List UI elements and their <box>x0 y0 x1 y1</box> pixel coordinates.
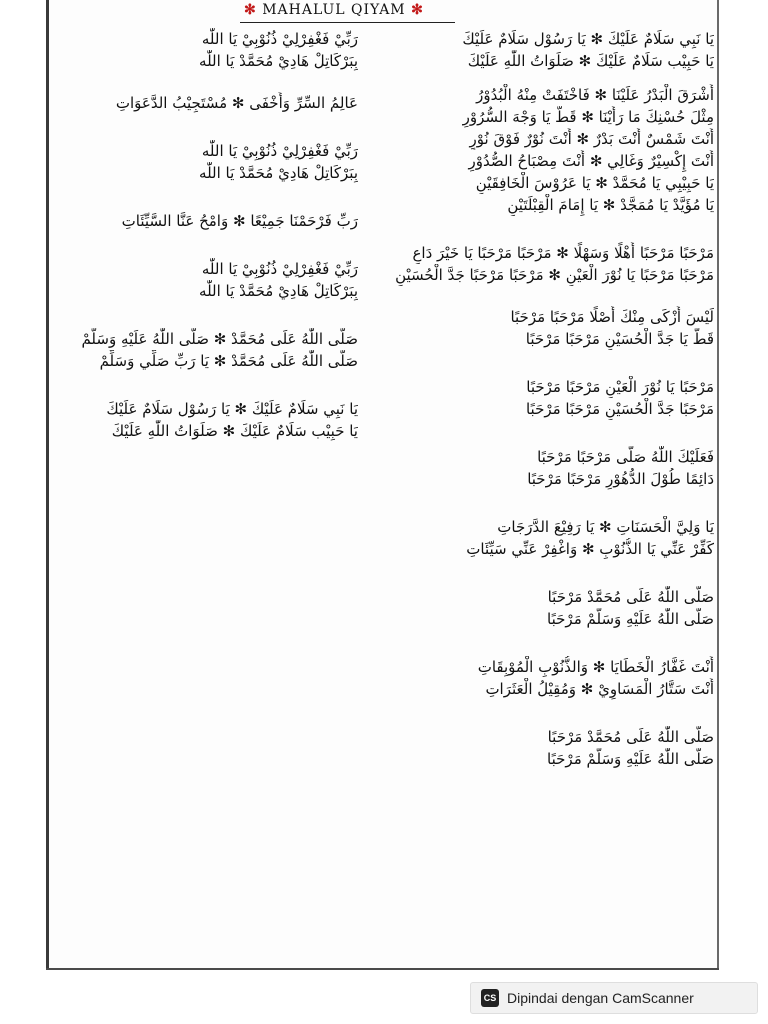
verse-line: كَفِّرْ عَنِّي يَا الذُّنُوْبِ ✻ وَاغْفِرْ عَنِّي سَيِّئَاتِ <box>466 540 714 558</box>
verse-line: أَنْتَ غَفَّارُ الْخَطَايَا ✻ وَالذُّنُوْبِ الْمُوْبِقَاتِ <box>477 658 714 676</box>
right-verse-5 <box>362 376 714 420</box>
right-verse-4 <box>362 306 714 350</box>
page-right-edge <box>717 0 719 970</box>
verse-line: رَبِّيْ فَغْفِرْلِيْ ذُنُوْبِيْ يَا اللّٰه <box>201 260 358 278</box>
verse-line: يَا حَبِيْب سَلَامٌ عَلَيْكَ ✻ صَلَوَاتُ اللّٰهِ عَلَيْكَ <box>111 422 358 440</box>
title-underline <box>240 22 455 23</box>
left-column <box>58 28 358 442</box>
verse-line: دَائِمًا طُوْلَ الدُّهُوْرِ مَرْحَبًا مَرْحَبًا <box>527 470 714 488</box>
verse-line: صَلَّى اللّٰهُ عَلَيْهِ وَسَلَّمْ مَرْحَبًا <box>547 750 714 768</box>
left-verse-6 <box>58 328 358 372</box>
verse-line: أَنْتَ شَمْسٌ أَنْتَ بَدْرٌ ✻ أَنْتَ نُوْرٌ فَوْقَ نُوْرٍ <box>469 130 714 148</box>
verse-line: يَا نَبِي سَلَامٌ عَلَيْكَ ✻ يَا رَسُوْل سَلَامٌ عَلَيْكَ <box>106 400 358 418</box>
right-verse-3 <box>362 242 714 286</box>
camscanner-logo-icon: CS <box>481 989 499 1007</box>
verse-line: صَلَّى اللّٰهُ عَلَى مُحَمَّدْ مَرْحَبًا <box>547 728 714 746</box>
verse-line: يَا وَلِيَّ الْحَسَنَاتِ ✻ يَا رَفِيْعَ الدَّرَجَاتِ <box>497 518 714 536</box>
page-title <box>244 2 424 22</box>
left-verse-4 <box>58 210 358 232</box>
left-verse-1 <box>58 28 358 72</box>
verse-line: رَبِّيْ فَغْفِرْلِيْ ذُنُوْبِيْ يَا اللّٰه <box>201 142 358 160</box>
page-bottom-edge <box>46 968 719 970</box>
verse-line: مِثْلَ حُسْنِكَ مَا رَأَيْنَا ✻ قَطُّ يَا وَجْهَ السُّرُوْرِ <box>462 108 714 126</box>
verse-line: مَرْحَبًا مَرْحَبًا يَا نُوْرَ الْعَيْنِ ✻ مَرْحَبًا مَرْحَبًا جَدَّ الْحُسَيْنِ <box>395 266 714 284</box>
right-verse-10 <box>362 726 714 770</box>
verse-line: عَالِمُ السِّرِّ وَأَخْفَى ✻ مُسْتَجِيْبُ الدَّعَوَاتِ <box>115 94 358 112</box>
right-verse-1 <box>362 28 714 72</box>
verse-line: مَرْحَبًا مَرْحَبًا أَهْلًا وَسَهْلًا ✻ مَرْحَبًا مَرْحَبًا يَا خَيْرَ دَاعِ <box>412 244 714 262</box>
right-column <box>362 28 714 770</box>
verse-line: أَنْتَ سَتَّارُ الْمَسَاوِيْ ✻ وَمُقِيْلُ الْعَثَرَاتِ <box>485 680 714 698</box>
verse-line: أَشْرَقَ الْبَدْرُ عَلَيْنَا ✻ فَاخْتَفَتْ مِنْهُ الْبُدُوْرُ <box>476 86 714 104</box>
right-verse-9 <box>362 656 714 700</box>
left-verse-7 <box>58 398 358 442</box>
right-verse-8 <box>362 586 714 630</box>
verse-line: رَبِّيْ فَغْفِرْلِيْ ذُنُوْبِيْ يَا اللّٰه <box>201 30 358 48</box>
verse-line: بِبَرْكَاتِلْ هَادِيْ مُحَمَّدْ يَا اللّٰه <box>199 164 358 182</box>
left-verse-2 <box>58 92 358 114</box>
verse-line: بِبَرْكَاتِلْ هَادِيْ مُحَمَّدْ يَا اللّٰه <box>199 282 358 300</box>
verse-line: مَرْحَبًا جَدَّ الْحُسَيْنِ مَرْحَبًا مَرْحَبًا <box>525 400 714 418</box>
verse-line: صَلَّى اللّٰهُ عَلَى مُحَمَّدْ ✻ يَا رَبِّ صَلِّي وَسَلِّمْ <box>99 352 358 370</box>
right-verse-6 <box>362 446 714 490</box>
right-verse-2 <box>362 84 714 216</box>
verse-line: صَلَّى اللّٰهُ عَلَى مُحَمَّدْ ✻ صَلَّى اللّٰهُ عَلَيْهِ وَسَلَّمْ <box>81 330 358 348</box>
left-verse-3 <box>58 140 358 184</box>
verse-line: أَنْتَ إِكْسِيْرٌ وَغَالِي ✻ أَنْتَ مِصْبَاحُ الصُّدُوْرِ <box>468 152 714 170</box>
verse-line: بِبَرْكَاتِلْ هَادِيْ مُحَمَّدْ يَا اللّٰه <box>199 52 358 70</box>
left-verse-5 <box>58 258 358 302</box>
verse-line: يَا حَبِيْبِي يَا مُحَمَّدْ ✻ يَا عَرُوْسَ الْخَافِقَيْنِ <box>475 174 714 192</box>
right-verse-7 <box>362 516 714 560</box>
camscanner-watermark <box>470 982 758 1014</box>
verse-line: يَا نَبِي سَلَامٌ عَلَيْكَ ✻ يَا رَسُوْل سَلَامٌ عَلَيْكَ <box>462 30 714 48</box>
verse-line: فَعَلَيْكَ اللّٰهُ صَلَّى مَرْحَبًا مَرْحَبًا <box>537 448 714 466</box>
verse-line: قَطُّ يَا جَدَّ الْحُسَيْنِ مَرْحَبًا مَرْحَبًا <box>525 330 714 348</box>
title-star-right-icon: ✻ <box>411 2 424 18</box>
verse-line: يَا حَبِيْب سَلَامٌ عَلَيْكَ ✻ صَلَوَاتُ اللّٰهِ عَلَيْكَ <box>467 52 714 70</box>
verse-line: صَلَّى اللّٰهُ عَلَيْهِ وَسَلَّمْ مَرْحَبًا <box>547 610 714 628</box>
verse-line: لَيْسَ أَزْكَى مِنْكَ أَصْلًا مَرْحَبًا مَرْحَبًا <box>510 308 714 326</box>
verse-line: يَا مُؤَيَّدْ يَا مُمَجَّدْ ✻ يَا إِمَامَ الْقِبْلَتَيْنِ <box>507 196 714 214</box>
verse-line: مَرْحَبًا يَا نُوْرَ الْعَيْنِ مَرْحَبًا مَرْحَبًا <box>526 378 714 396</box>
page-title-text: MAHALUL QIYAM <box>262 2 406 18</box>
camscanner-label: Dipindai dengan CamScanner <box>507 990 694 1006</box>
verse-line: رَبِّ فَرْحَمْنَا جَمِيْعًا ✻ وَامْحُ عَنَّا السَّيِّئَاتِ <box>121 212 358 230</box>
verse-line: صَلَّى اللّٰهُ عَلَى مُحَمَّدْ مَرْحَبًا <box>547 588 714 606</box>
title-star-left-icon: ✻ <box>244 2 257 18</box>
